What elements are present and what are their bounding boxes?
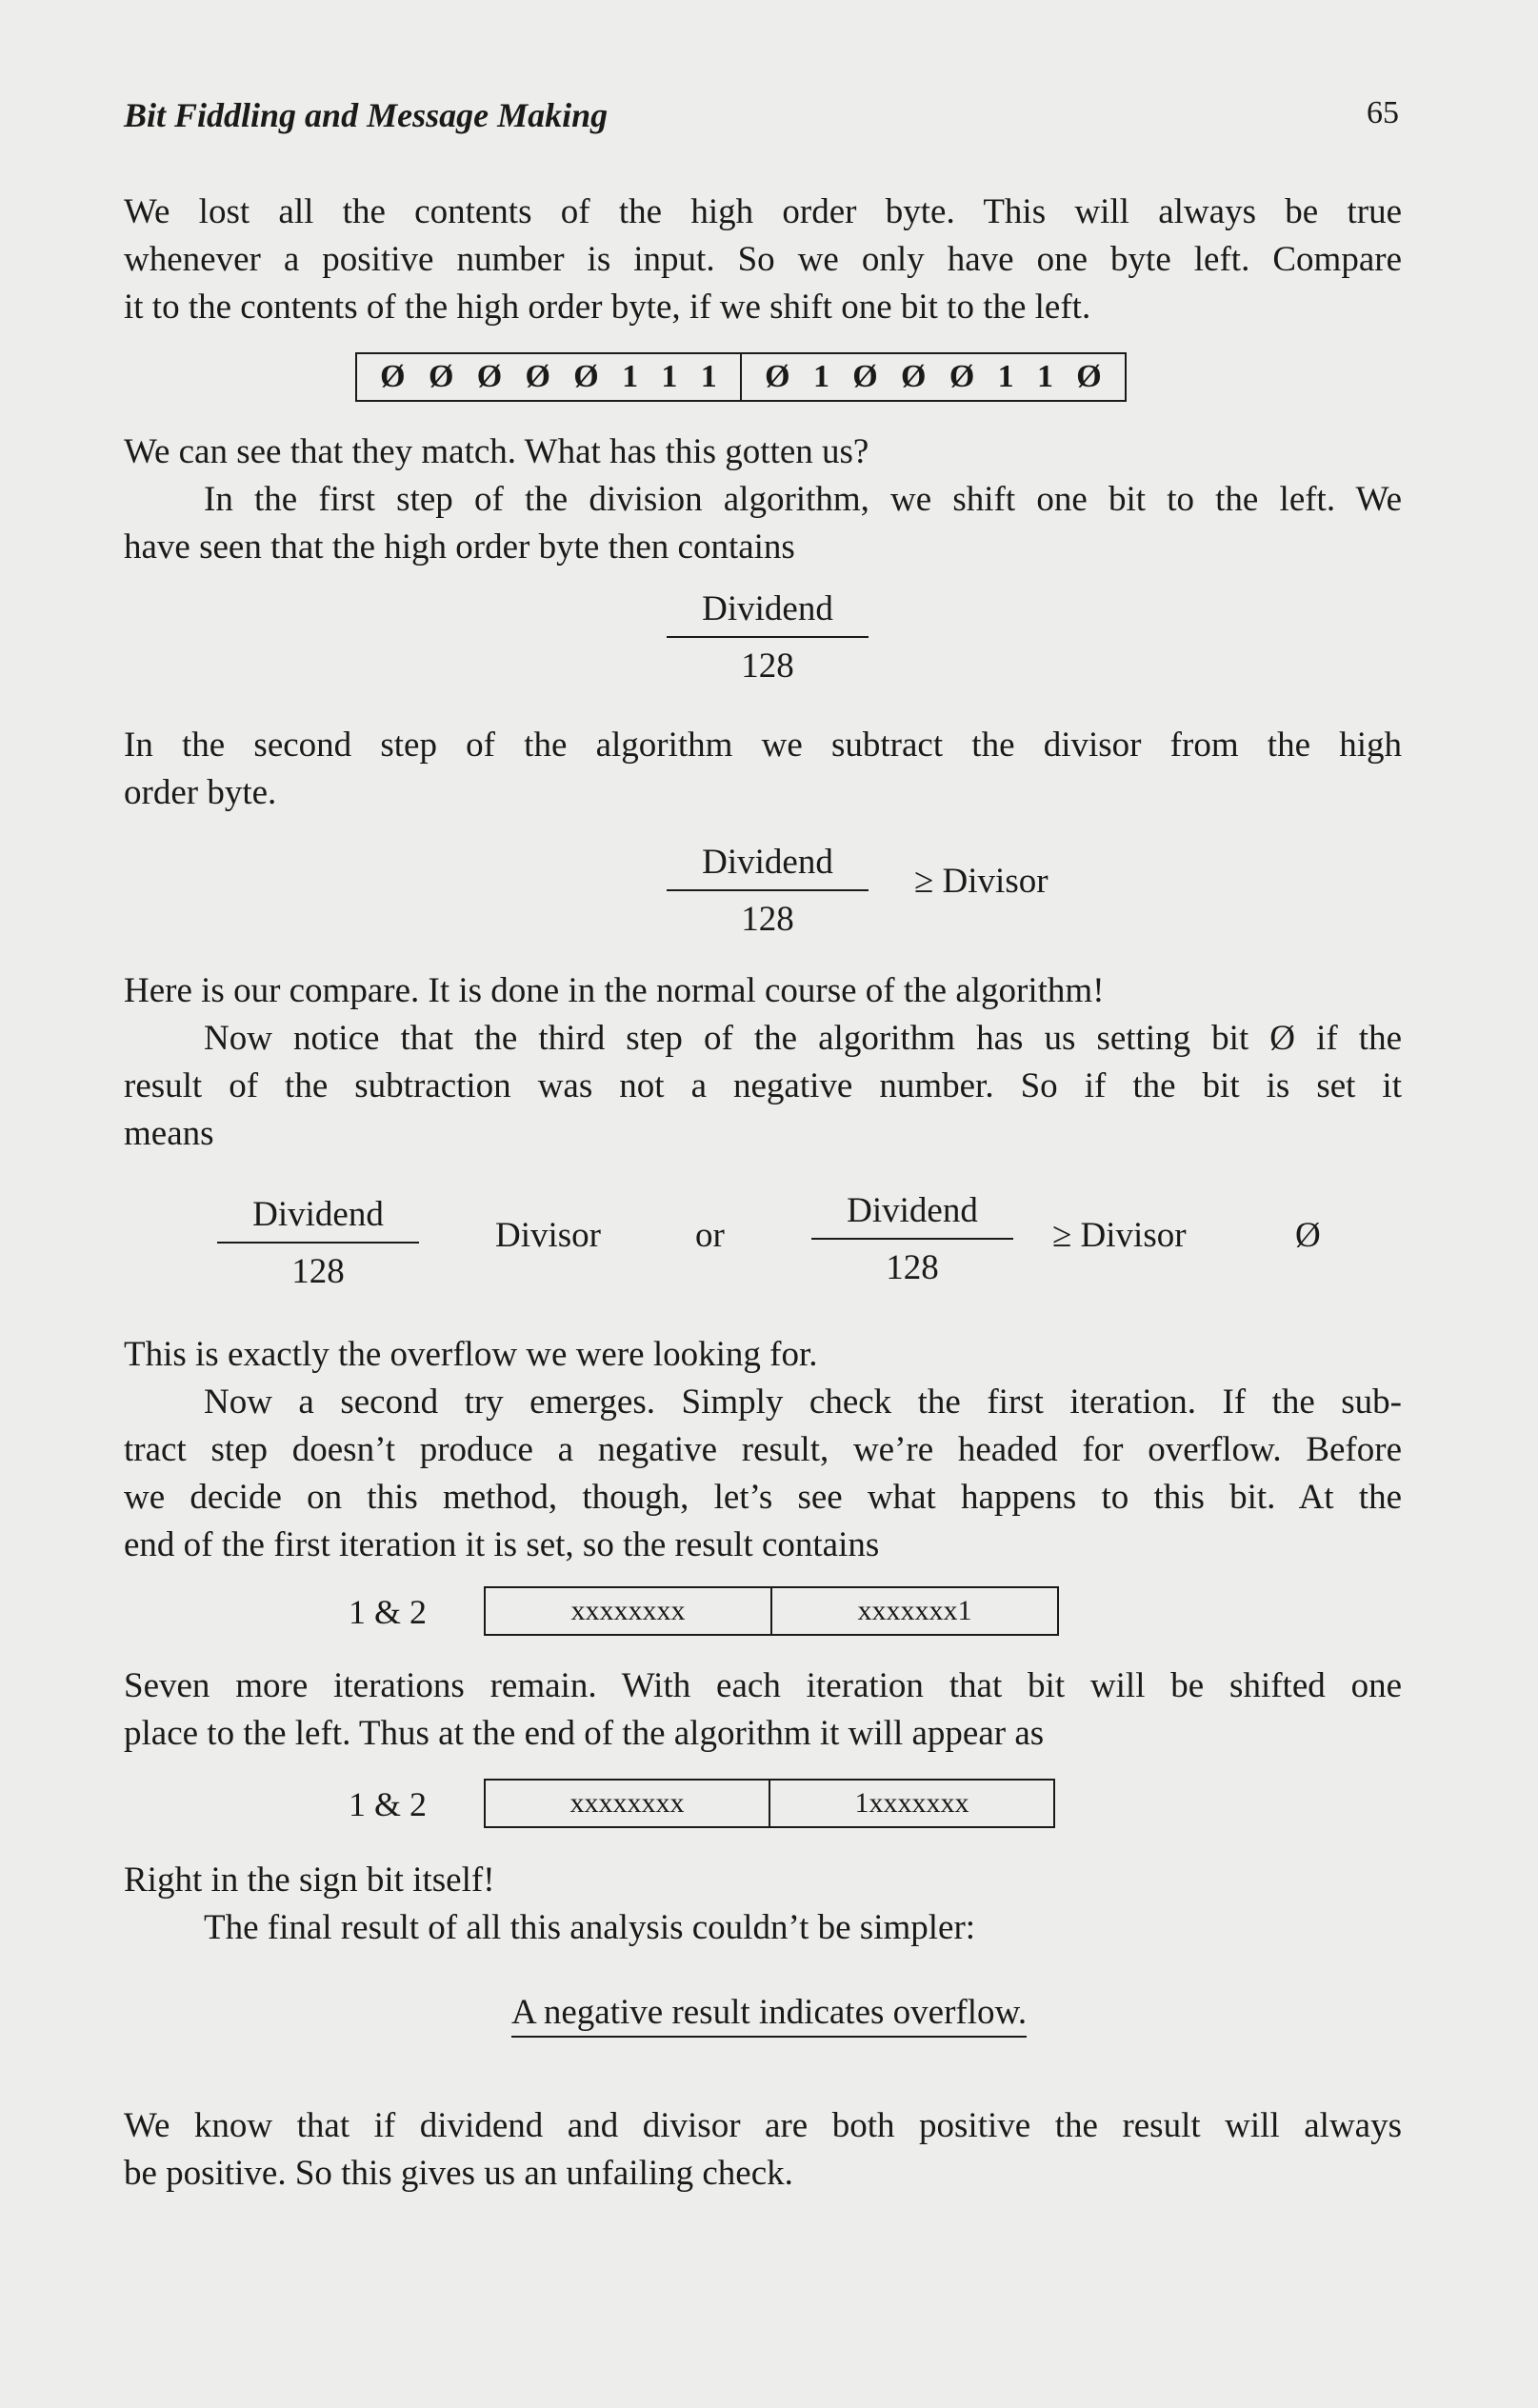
bit: 1 [997, 359, 1014, 394]
formula-or: or [695, 1216, 725, 1255]
text-line: it to the contents of the high order byte, if we shift one bit to the left. [124, 288, 1091, 327]
fraction-numerator: Dividend [667, 588, 869, 638]
comparison-text: ≥ Divisor [1052, 1216, 1187, 1255]
register-low-byte: xxxxxxx1 [770, 1588, 1057, 1634]
text-line: result of the subtraction was not a negative number. So if the bit is set it [124, 1066, 1402, 1105]
text-line: In the first step of the division algorithm, we shift one bit to the left. We [204, 480, 1402, 519]
bit: 1 [700, 359, 717, 394]
text-line: We can see that they match. What has this gotten us? [124, 432, 869, 471]
text-line: In the second step of the algorithm we subtract the divisor from the high [124, 726, 1402, 765]
paragraph-8 [124, 2102, 1402, 2198]
fraction-dividend-128 [667, 842, 869, 941]
text-line: This is exactly the overflow we were looking for. [124, 1335, 818, 1374]
text-line: means [124, 1114, 214, 1153]
text-line: Now notice that the third step of the algorithm has us setting bit Ø if the [204, 1019, 1402, 1058]
fraction-numerator: Dividend [811, 1190, 1013, 1240]
bit: 1 [812, 359, 829, 394]
bit: 1 [661, 359, 678, 394]
bit: Ø [852, 359, 878, 394]
text-line: We lost all the contents of the high order byte. This will always be true [124, 192, 1402, 231]
fraction-numerator: Dividend [217, 1194, 419, 1244]
text-line: tract step doesn’t produce a negative result, we’re headed for overflow. Before [124, 1430, 1402, 1469]
register-high-byte: xxxxxxxx [570, 1595, 686, 1626]
bit: Ø [901, 359, 927, 394]
fraction-numerator: Dividend [667, 842, 869, 891]
fraction-dividend-128 [217, 1194, 419, 1293]
bit: Ø [1076, 359, 1102, 394]
text-line: We know that if dividend and divisor are both positive the result will always [124, 2106, 1402, 2145]
running-header: Bit Fiddling and Message Making [124, 96, 609, 134]
formula-tail: Ø [1295, 1216, 1321, 1255]
bit-register [355, 352, 1127, 402]
paragraph-3 [124, 722, 1402, 817]
text-line: The final result of all this analysis couldn’t be simpler: [204, 1908, 976, 1947]
page-number: 65 [1367, 95, 1399, 130]
text-line: be positive. So this gives us an unfailing check. [124, 2154, 793, 2193]
text-line: Right in the sign bit itself! [124, 1861, 495, 1900]
text-line: have seen that the high order byte then contains [124, 527, 795, 567]
fraction-denominator: 128 [741, 647, 794, 686]
text-line: we decide on this method, though, let’s see what happens to this bit. At the [124, 1478, 1402, 1517]
bit: Ø [428, 359, 454, 394]
comparison-text: ≥ Divisor [914, 862, 1049, 901]
fraction-denominator: 128 [741, 900, 794, 939]
bit: Ø [525, 359, 550, 394]
text-line: Here is our compare. It is done in the normal course of the algorithm! [124, 971, 1105, 1010]
register-label: 1 & 2 [349, 1785, 428, 1823]
paragraph-7 [124, 1857, 1402, 1952]
register-low-byte: 1xxxxxxx [769, 1781, 1053, 1826]
register-label: 1 & 2 [349, 1593, 428, 1631]
register-high-byte: xxxxxxxx [569, 1787, 685, 1819]
bit: 1 [1036, 359, 1053, 394]
bit: Ø [765, 359, 790, 394]
bit: Ø [949, 359, 975, 394]
paragraph-6 [124, 1662, 1402, 1758]
fraction-denominator: 128 [291, 1252, 345, 1291]
text-line: place to the left. Thus at the end of the algorithm it will appear as [124, 1714, 1045, 1753]
text-line: Seven more iterations remain. With each iteration that bit will be shifted one [124, 1666, 1402, 1705]
paragraph-5 [124, 1331, 1402, 1569]
key-rule [0, 1992, 1538, 2033]
text-line: order byte. [124, 773, 277, 812]
paragraph-1 [124, 189, 1402, 331]
bit: Ø [476, 359, 503, 394]
result-register [484, 1779, 1055, 1828]
bit: Ø [573, 359, 599, 394]
high-order-byte [357, 354, 740, 400]
paragraph-2 [124, 428, 1402, 571]
low-order-byte [740, 354, 1125, 400]
fraction-dividend-128 [811, 1190, 1013, 1289]
bit: Ø [380, 359, 406, 394]
fraction-denominator: 128 [886, 1248, 939, 1287]
fraction-dividend-128 [667, 588, 869, 687]
result-register [484, 1586, 1059, 1636]
formula-text: Divisor [495, 1216, 601, 1255]
underlined-rule: A negative result indicates overflow. [511, 1993, 1027, 2038]
paragraph-4 [124, 967, 1402, 1158]
text-line: whenever a positive number is input. So we only have one byte left. Compare [124, 240, 1402, 279]
bit: 1 [622, 359, 639, 394]
text-line: Now a second try emerges. Simply check the first iteration. If the sub- [204, 1383, 1402, 1422]
text-line: end of the first iteration it is set, so the result contains [124, 1525, 880, 1564]
